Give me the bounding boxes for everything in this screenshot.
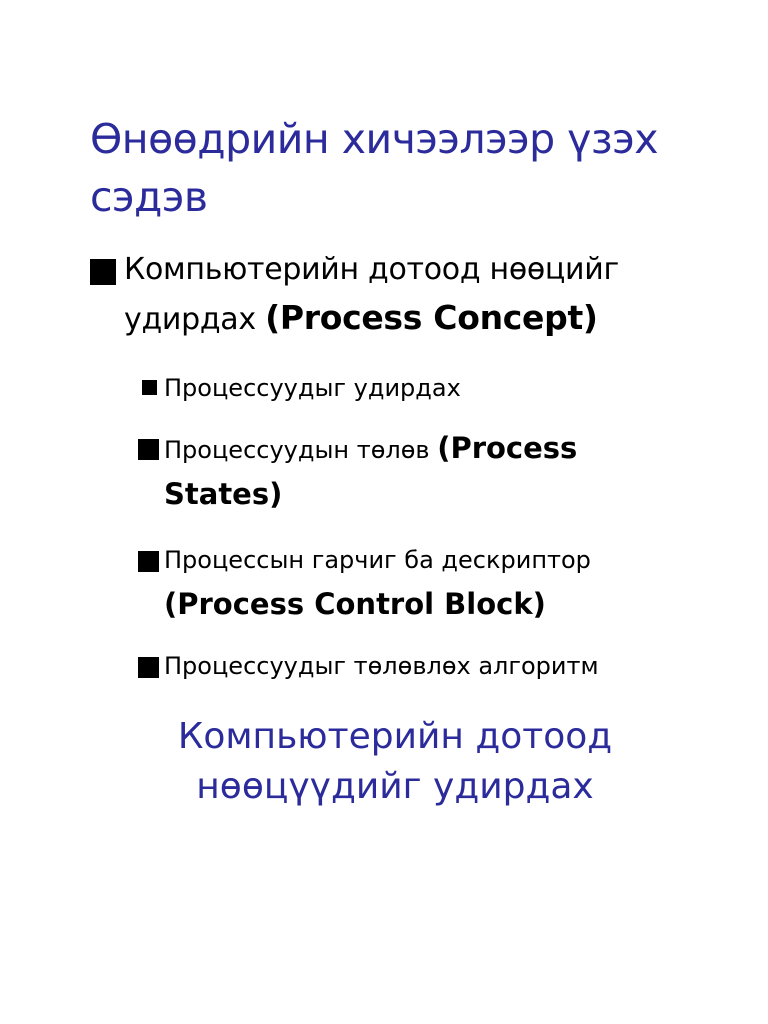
slide-subtitle: Компьютерийн дотоод нөөцүүдийг удирдах <box>177 716 613 807</box>
slide-title: Өнөөдрийн хичээлээр үзэх сэдэв <box>90 115 658 221</box>
square-bullet-icon <box>90 259 116 285</box>
sub-bullet-text: Процессын гарчиг ба дескриптор <box>164 546 591 574</box>
sub-bullet-bold: (Process States) <box>164 431 578 511</box>
main-bullet-list <box>90 246 710 344</box>
square-bullet-icon <box>138 439 159 460</box>
main-bullet-bold: (Process Concept) <box>265 298 598 337</box>
sub-bullet-text: Процессуудыг удирдах <box>164 374 461 402</box>
sub-bullet-1 <box>138 366 698 410</box>
sub-bullet-text: Процессуудыг төлөвлөх алгоритм <box>164 652 599 680</box>
sub-bullet-text: Процессуудын төлөв <box>164 436 430 464</box>
sub-bullet-list <box>138 426 698 518</box>
square-bullet-icon <box>138 551 159 572</box>
sub-bullet-list <box>138 538 698 628</box>
sub-bullet-list <box>138 644 698 688</box>
main-bullet-text: Компьютерийн дотоод нөөцийг удирдах <box>124 252 619 337</box>
main-bullet <box>90 246 710 344</box>
square-bullet-icon <box>142 380 157 395</box>
sub-bullet-list <box>138 366 698 410</box>
sub-bullet-2 <box>138 426 698 518</box>
square-bullet-icon <box>138 657 159 678</box>
sub-bullet-bold: (Process Control Block) <box>164 587 546 621</box>
sub-bullet-4 <box>138 644 698 688</box>
sub-bullet-3 <box>138 538 698 628</box>
